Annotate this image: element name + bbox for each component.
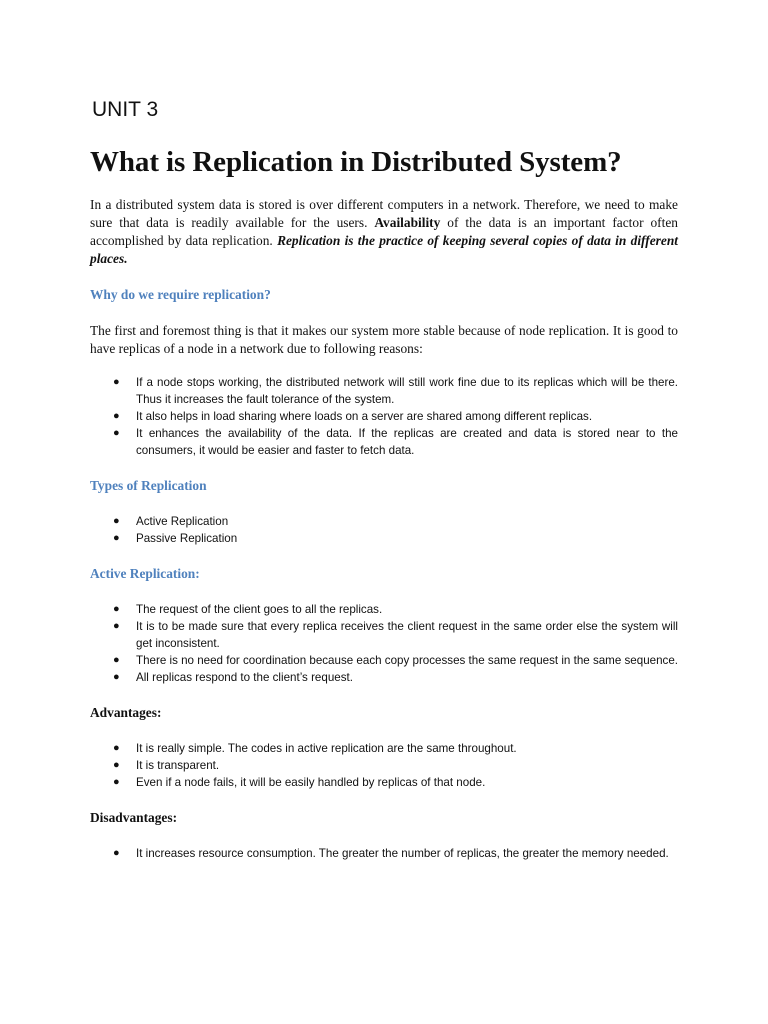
intro-paragraph <box>90 196 678 268</box>
list-item: ● It increases resource consumption. The greater the number of replicas, the greater the memory needed. <box>113 847 669 860</box>
intro-text-1: In a distributed system data is stored is over different computers in a network. Therefore, we need to make sure that data is readily available for the users. <box>90 197 678 230</box>
list-item: ● It is really simple. The codes in active replication are the same throughout. <box>113 742 517 755</box>
why-heading: Why do we require replication? <box>90 287 271 302</box>
active-replication-heading: Active Replication: <box>90 566 200 581</box>
active-bullet-list <box>90 601 678 686</box>
list-item: ● It is to be made sure that every replica receives the client request in the same order else the system will get inconsistent. <box>113 620 678 650</box>
list-item: ● Passive Replication <box>113 532 238 545</box>
disadvantages-bullet-list <box>90 845 678 862</box>
why-paragraph: The first and foremost thing is that it makes our system more stable because of node replication. It is good to have replicas of a node in a network due to following reasons: <box>90 323 678 356</box>
advantages-bullet-list <box>90 740 678 791</box>
list-item: ● The request of the client goes to all the replicas. <box>113 603 383 616</box>
intro-bold-availability: Availability <box>374 215 441 230</box>
advantages-heading: Advantages: <box>90 705 162 720</box>
intro-text-2: of the data is an important factor often accomplished by data replication. <box>90 215 678 248</box>
intro-bold-italic-definition: Replication is the practice of keeping several copies of data in different places. <box>90 233 678 266</box>
unit-label: UNIT 3 <box>92 98 159 121</box>
list-item: ● Even if a node fails, it will be easily handled by replicas of that node. <box>113 776 486 789</box>
list-item: ● All replicas respond to the client’s request. <box>113 671 353 684</box>
list-item: ● Active Replication <box>113 515 229 528</box>
types-bullet-list <box>90 513 678 547</box>
list-item: ● It enhances the availability of the data. If the replicas are created and data is stored near to the consumers, it would be easier and faster to fetch data. <box>113 427 678 457</box>
page-title: What is Replication in Distributed System? <box>90 146 622 178</box>
list-item: ● It is transparent. <box>113 759 220 772</box>
types-heading: Types of Replication <box>90 478 207 493</box>
list-item: ● It also helps in load sharing where loads on a server are shared among different replicas. <box>113 410 593 423</box>
why-bullet-list <box>90 374 678 459</box>
disadvantages-heading: Disadvantages: <box>90 810 178 825</box>
list-item: ● There is no need for coordination because each copy processes the same request in the same sequence. <box>113 654 679 667</box>
list-item: ● If a node stops working, the distributed network will still work fine due to its replicas which will be there. Thus it increases the fault tolerance of the system. <box>113 376 678 406</box>
